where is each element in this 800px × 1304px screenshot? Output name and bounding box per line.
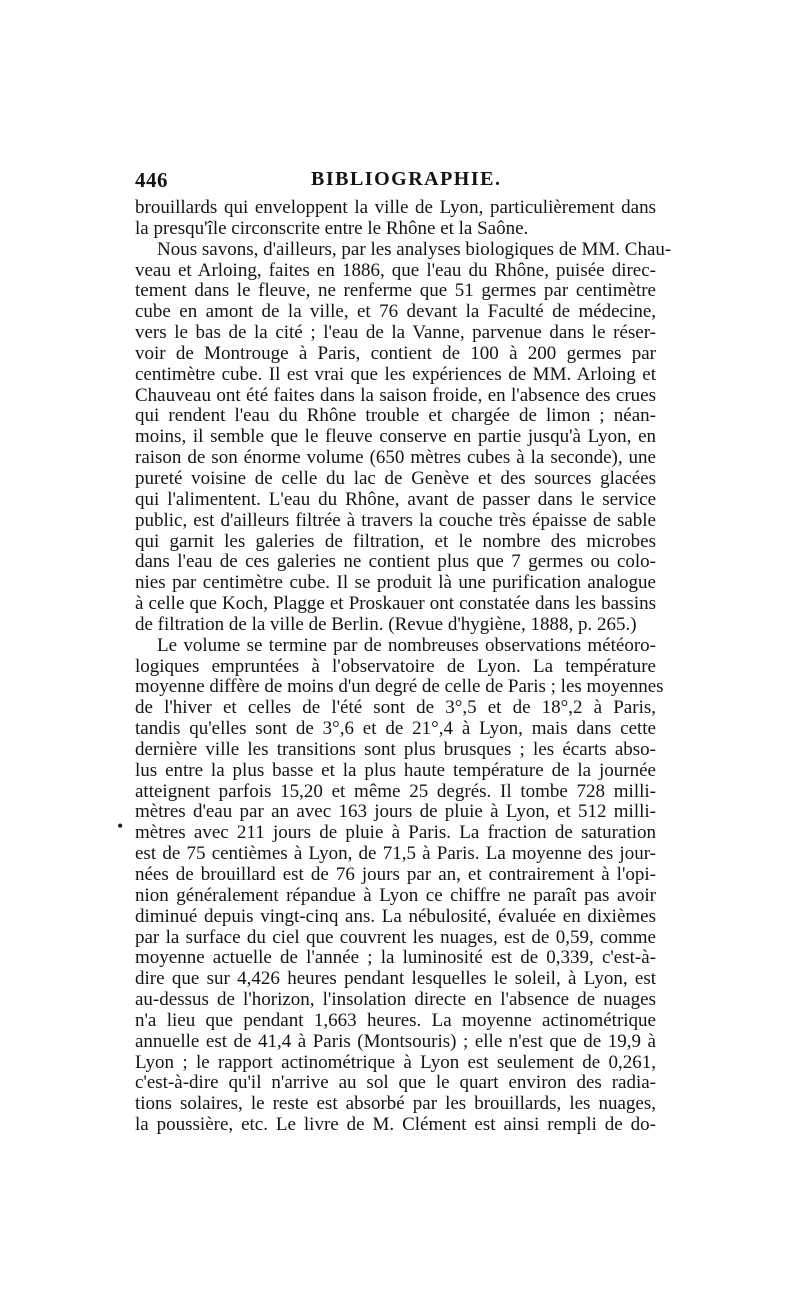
text-line: cube en amont de la ville, et 76 devant la Faculté de médecine, — [135, 301, 656, 323]
text-line: Nous savons, d'ailleurs, par les analyses biologiques de MM. Chau- — [157, 238, 672, 260]
text-line: annuelle est de 41,4 à Paris (Montsouris) ; elle n'est que de 19,9 à — [135, 1030, 656, 1052]
text-line: qui l'alimentent. L'eau du Rhône, avant de passer dans le service — [135, 488, 656, 510]
text-line: est de 75 centièmes à Lyon, de 71,5 à Paris. La moyenne des jour- — [135, 843, 656, 865]
text-line: tandis qu'elles sont de 3°,6 et de 21°,4 à Lyon, mais dans cette — [135, 718, 656, 740]
text-line: de filtration de la ville de Berlin. (Revue d'hygiène, 1888, p. 265.) — [135, 613, 637, 635]
text-line: pureté voisine de celle du lac de Genève et des sources glacées — [135, 467, 656, 489]
text-line: logiques empruntées à l'observatoire de Lyon. La température — [135, 655, 656, 677]
text-line: moyenne actuelle de l'année ; la luminosité est de 0,339, c'est-à- — [135, 947, 656, 969]
running-head: BIBLIOGRAPHIE. — [311, 168, 502, 190]
text-line: atteignent parfois 15,20 et même 25 degrés. Il tombe 728 milli- — [135, 780, 656, 802]
text-line: nées de brouillard est de 76 jours par an, et contrairement à l'opi- — [135, 864, 656, 885]
text-line: dire que sur 4,426 heures pendant lesquelles le soleil, à Lyon, est — [135, 968, 656, 990]
text-line: brouillards qui enveloppent la ville de Lyon, particulièrement dans — [135, 197, 656, 218]
text-line: centimètre cube. Il est vrai que les expériences de MM. Arloing et — [135, 363, 656, 385]
text-line: mètres avec 211 jours de pluie à Paris. La fraction de saturation — [135, 822, 656, 844]
text-line: lus entre la plus basse et la plus haute température de la journée — [135, 759, 656, 781]
text-line: au-dessus de l'horizon, l'insolation directe en l'absence de nuages — [135, 989, 656, 1011]
text-line: raison de son énorme volume (650 mètres cubes à la seconde), une — [135, 447, 656, 469]
text-line: qui garnit les galeries de filtration, et le nombre des microbes — [135, 530, 656, 552]
page-header — [135, 168, 655, 198]
text-line: la presqu'île circonscrite entre le Rhône et la Saône. — [135, 217, 529, 239]
text-line: tions solaires, le reste est absorbé par les brouillards, les nuages, — [135, 1093, 656, 1115]
text-line: voir de Montrouge à Paris, contient de 100 à 200 germes par — [135, 342, 656, 364]
text-line: la poussière, etc. Le livre de M. Clément est ainsi rempli de do- — [135, 1114, 656, 1136]
text-line: Le volume se termine par de nombreuses observations météoro- — [157, 634, 656, 656]
page-number: 446 — [135, 168, 168, 192]
text-line: qui rendent l'eau du Rhône trouble et chargée de limon ; néan- — [135, 405, 656, 427]
text-line: diminué depuis vingt-cinq ans. La nébulosité, évaluée en dixièmes — [135, 905, 656, 927]
text-line: dernière ville les transitions sont plus brusques ; les écarts abso- — [135, 738, 656, 760]
text-line: veau et Arloing, faites en 1886, que l'eau du Rhône, puisée direc- — [135, 259, 656, 281]
text-line: c'est-à-dire qu'il n'arrive au sol que le quart environ des radia- — [135, 1072, 656, 1094]
text-line: mètres d'eau par an avec 163 jours de pluie à Lyon, et 512 milli- — [135, 801, 656, 823]
text-line: tement dans le fleuve, ne renferme que 51 germes par centimètre — [135, 280, 656, 302]
text-line: par la surface du ciel que couvrent les nuages, est de 0,59, comme — [135, 926, 656, 948]
text-line: n'a lieu que pendant 1,663 heures. La moyenne actinométrique — [135, 1009, 656, 1031]
text-line: Lyon ; le rapport actinométrique à Lyon est seulement de 0,261, — [135, 1051, 656, 1073]
text-line: nies par centimètre cube. Il se produit là une purification analogue — [135, 572, 656, 594]
text-line: nion généralement répandue à Lyon ce chiffre ne paraît pas avoir — [135, 884, 656, 906]
text-line: Chauveau ont été faites dans la saison froide, en l'absence des crues — [135, 384, 656, 406]
text-line: à celle que Koch, Plagge et Proskauer ont constatée dans les bassins — [135, 593, 656, 615]
margin-mark: • — [117, 816, 124, 836]
text-line: public, est d'ailleurs filtrée à travers la couche très épaisse de sable — [135, 509, 656, 531]
text-line: de l'hiver et celles de l'été sont de 3°,5 et de 18°,2 à Paris, — [135, 697, 656, 719]
text-line: moyenne diffère de moins d'un degré de celle de Paris ; les moyennes — [135, 676, 664, 698]
text-line: moins, il semble que le fleuve conserve en partie jusqu'à Lyon, en — [135, 426, 656, 448]
text-line: vers le bas de la cité ; l'eau de la Vanne, parvenue dans le réser- — [135, 322, 656, 344]
text-line: dans l'eau de ces galeries ne contient plus que 7 germes ou colo- — [135, 551, 656, 573]
body-text — [135, 197, 672, 1136]
